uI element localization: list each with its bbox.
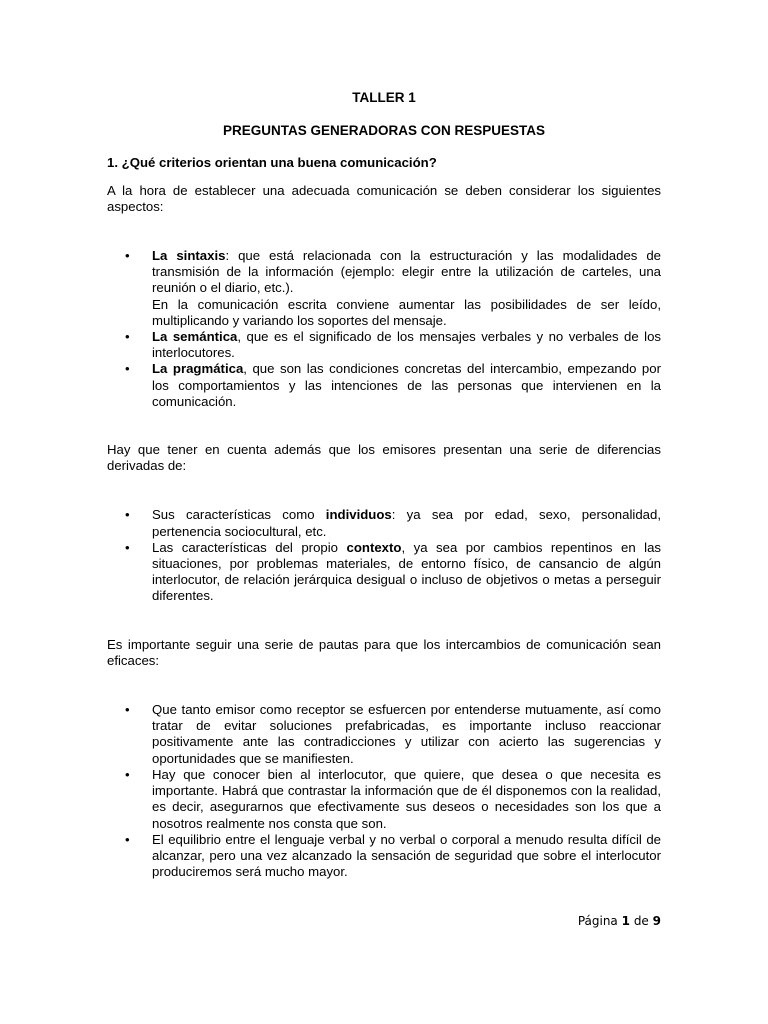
bullet-icon: • [125,702,130,718]
intro-paragraph: A la hora de establecer una adecuada comunicación se deben considerar los siguientes aspectos: [107,182,661,214]
paragraph: Es importante seguir una serie de pautas para que los intercambios de comunicación sean eficaces: [107,636,661,668]
paragraph: Hay que tener en cuenta además que los emisores presentan una serie de diferencias derivadas de: [107,442,661,474]
bullet-icon: • [125,766,130,782]
question-heading: 1. ¿Qué criterios orientan una buena comunicación? [107,155,437,171]
bullet-icon: • [125,507,130,523]
aspects-list [107,248,661,410]
list-item: • La pragmática, que son las condiciones concretas del intercambio, empezando por los comportamientos y las intenciones de las personas que intervienen en la comunicación. [125,361,661,409]
bullet-icon: • [125,539,130,555]
aspect-note: En la comunicación escrita conviene aumentar las posibilidades de ser leído, multiplicando y variando los soportes del mensaje. [152,296,661,328]
term: individuos [325,507,392,523]
page-number: Página 1 de 9 [577,914,661,928]
document-page [107,90,661,880]
bullet-icon: • [125,329,130,345]
page-subtitle: PREGUNTAS GENERADORAS CON RESPUESTAS [222,123,546,139]
differences-list [107,507,661,604]
guidelines-list [107,702,661,880]
list-item: • Que tanto emisor como receptor se esfuercen por entenderse mutuamente, así como tratar de evitar soluciones prefabricadas, es importante incluso reaccionar positivamente ante las contradicciones y utilizar con acierto las sugerencias y oportunidades que se manifiesten. [125,702,661,766]
term: La sintaxis [152,248,226,264]
list-item: • El equilibrio entre el lenguaje verbal y no verbal o corporal a menudo resulta difícil de alcanzar, pero una vez alcanzado la sensación de seguridad que sobre el interlocutor produciremos será mucho mayor. [125,831,661,880]
list-item: • Hay que conocer bien al interlocutor, que quiere, que desea o que necesita es importante. Habrá que contrastar la información que de él disponemos con la realidad, es decir, asegurarnos que efectivamente sus deseos o necesidades son los que a nosotros realmente nos consta que son. [125,766,661,831]
term: La semántica [152,329,238,345]
term: La pragmática [152,361,244,377]
bullet-icon: • [125,248,130,264]
bullet-icon: • [125,361,130,377]
term: contexto [346,539,402,555]
bullet-icon: • [125,831,130,847]
list-item: • La sintaxis: que está relacionada con la estructuración y las modalidades de transmisión de la información (ejemplo: elegir entre la utilización de carteles, una reunión o el diario, etc.). En la comunicación escrita conviene aumentar las posibilidades de ser leído, multiplicando y variando los soportes del mensaje. [125,248,661,328]
page-title: TALLER 1 [352,90,416,105]
list-item: • Sus características como individuos: ya sea por edad, sexo, personalidad, pertenencia sociocultural, etc. [125,507,661,539]
list-item: • La semántica, que es el significado de los mensajes verbales y no verbales de los interlocutores. [125,329,662,361]
list-item: • Las características del propio contexto, ya sea por cambios repentinos en las situaciones, por problemas materiales, de entorno físico, de cansancio de algún interlocutor, de relación jerárquica desigual o incluso de objetivos o metas a perseguir diferentes. [125,539,662,604]
